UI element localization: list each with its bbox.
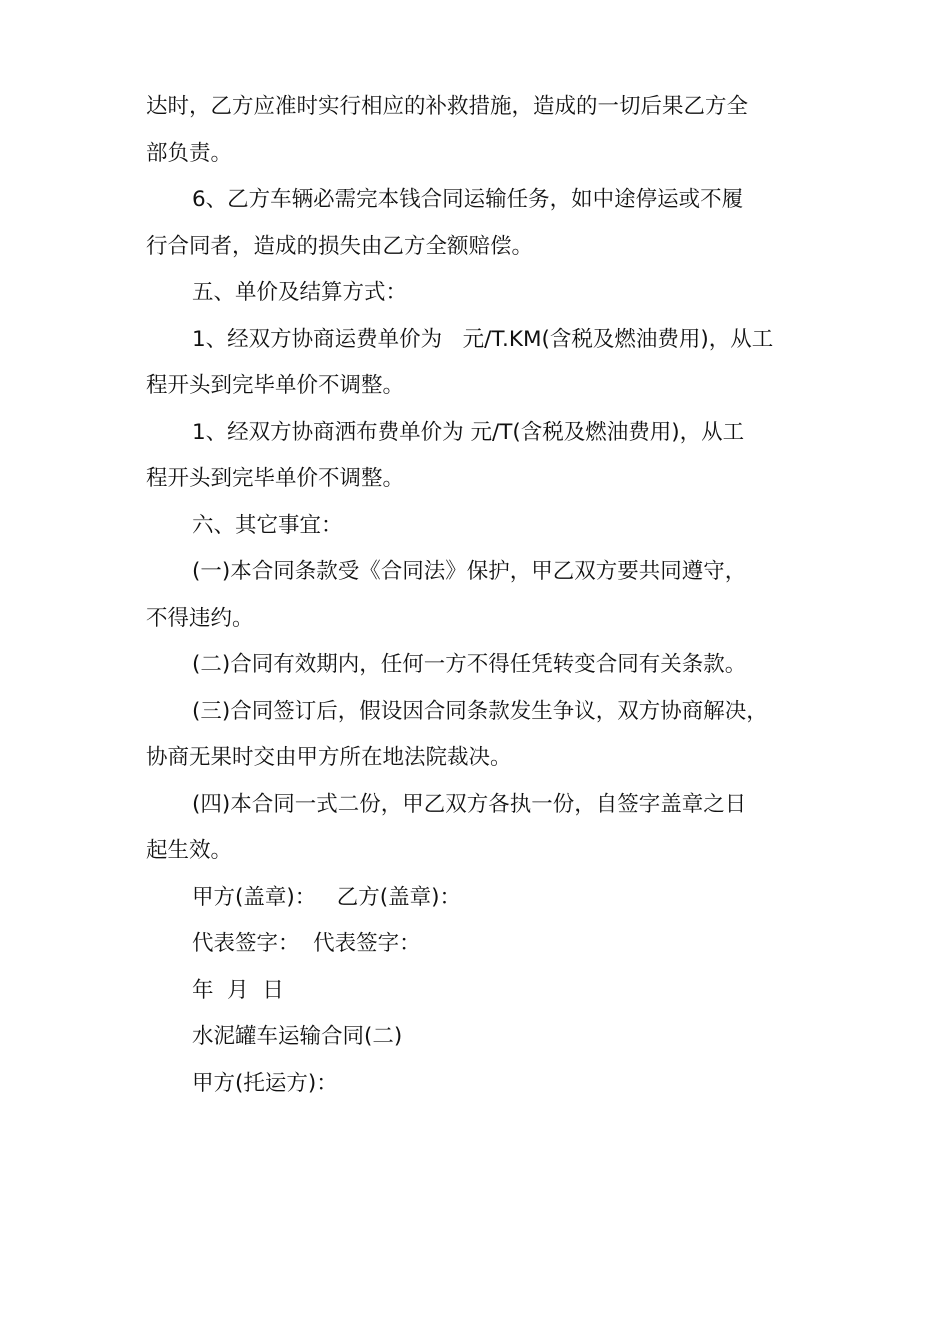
text-line: 起生效。 bbox=[146, 838, 233, 863]
paragraph-spreading-price bbox=[146, 410, 811, 503]
text-line: 六、其它事宜： bbox=[192, 512, 343, 538]
contract-title-second bbox=[146, 1014, 811, 1061]
text-line: 代表签字： 代表签字： bbox=[192, 931, 421, 956]
signature-date-line bbox=[146, 968, 811, 1015]
text-line: 部负责。 bbox=[146, 140, 233, 166]
paragraph-remedy-continued bbox=[146, 84, 811, 177]
paragraph-freight-price bbox=[146, 317, 811, 410]
text-line: 甲方(托运方)： bbox=[192, 1070, 338, 1096]
signature-representative-line bbox=[146, 921, 811, 968]
text-line: (三)合同签订后，假设因合同条款发生争议，双方协商解决， bbox=[192, 698, 768, 724]
text-line: 行合同者，造成的损失由乙方全额赔偿。 bbox=[146, 233, 534, 259]
text-line: 6、乙方车辆必需完本钱合同运输任务，如中途停运或不履 bbox=[192, 187, 744, 212]
text-line: 甲方(盖章)： 乙方(盖章)： bbox=[192, 884, 462, 910]
text-line: 五、单价及结算方式： bbox=[192, 280, 408, 305]
paragraph-other-3 bbox=[146, 689, 811, 782]
document-body bbox=[146, 84, 811, 1107]
text-line: 年 月 日 bbox=[192, 977, 284, 1003]
signature-seal-line bbox=[146, 875, 811, 922]
paragraph-other-1 bbox=[146, 549, 811, 642]
text-line: (四)本合同一式二份，甲乙双方各执一份，自签字盖章之日 bbox=[192, 791, 747, 817]
section-heading-pricing bbox=[146, 270, 811, 317]
text-line: 1、经双方协商洒布费单价为 元/T(含税及燃油费用)，从工 bbox=[192, 419, 745, 445]
party-a-label bbox=[146, 1061, 811, 1108]
paragraph-other-2 bbox=[146, 642, 811, 689]
paragraph-clause-6 bbox=[146, 177, 811, 270]
text-line: 达时，乙方应准时实行相应的补救措施，造成的一切后果乙方全 bbox=[146, 94, 749, 119]
text-line: 水泥罐车运输合同(二) bbox=[192, 1024, 403, 1049]
text-line: 程开头到完毕单价不调整。 bbox=[146, 466, 405, 491]
paragraph-other-4 bbox=[146, 782, 811, 875]
section-heading-other bbox=[146, 503, 811, 550]
text-line: (二)合同有效期内，任何一方不得任凭转变合同有关条款。 bbox=[192, 652, 747, 677]
text-line: 协商无果时交由甲方所在地法院裁决。 bbox=[146, 745, 512, 770]
text-line: 1、经双方协商运费单价为 元/T.KM(含税及燃油费用)，从工 bbox=[192, 326, 774, 352]
text-line: (一)本合同条款受《合同法》保护，甲乙双方要共同遵守， bbox=[192, 559, 747, 584]
text-line: 不得违约。 bbox=[146, 605, 254, 631]
text-line: 程开头到完毕单价不调整。 bbox=[146, 373, 405, 398]
